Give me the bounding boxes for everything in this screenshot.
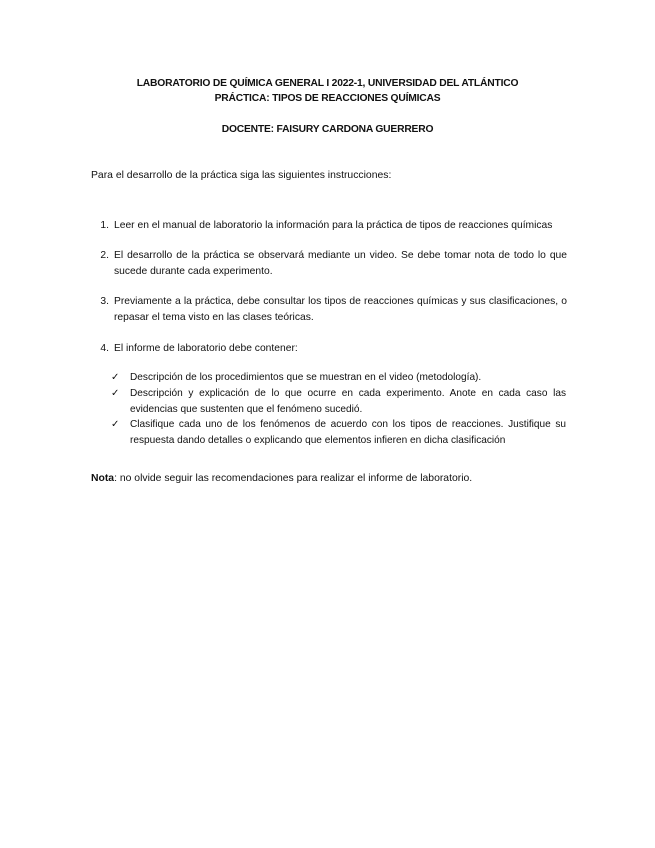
instruction-text: Previamente a la práctica, debe consultar los tipos de reacciones químicas y sus clasificaciones, o repasar el tema visto en las clases teóricas. (114, 296, 567, 323)
instruction-number: 2. (100, 250, 109, 261)
checkmark-icon: ✓ (111, 372, 120, 383)
checkmark-icon: ✓ (111, 419, 120, 430)
intro-paragraph: Para el desarrollo de la práctica siga las siguientes instrucciones: (91, 170, 392, 181)
instructor-name: DOCENTE: FAISURY CARDONA GUERRERO (221, 124, 434, 135)
instruction-text: Leer en el manual de laboratorio la información para la práctica de tipos de reacciones químicas (114, 220, 553, 231)
note-label: Nota (91, 473, 115, 484)
instruction-text: El desarrollo de la práctica se observará mediante un video. Se debe tomar nota de todo lo que sucede durante cada experimento. (114, 250, 567, 277)
instruction-number: 4. (100, 343, 109, 354)
header-subtitle: PRÁCTICA: TIPOS DE REACCIONES QUÍMICAS (214, 93, 441, 104)
note-text: : no olvide seguir las recomendaciones para realizar el informe de laboratorio. (114, 473, 473, 484)
checkmark-icon: ✓ (111, 388, 120, 399)
instruction-text: El informe de laboratorio debe contener: (114, 343, 298, 354)
report-item-text: Descripción de los procedimientos que se muestran en el video (metodología). (130, 372, 482, 383)
report-item-text: Clasifique cada uno de los fenómenos de acuerdo con los tipos de reacciones. Justifique su respuesta dando detalles o explicando que elementos infieren en dicha clasificación (130, 419, 566, 446)
note-paragraph (91, 473, 472, 484)
report-item-text: Descripción y explicación de lo que ocurre en cada experimento. Anote en cada caso las evidencias que sustenten que el fenómeno sucedió. (130, 388, 566, 415)
instruction-number: 1. (100, 220, 109, 231)
document-header (0, 76, 655, 106)
instruction-number: 3. (100, 296, 109, 307)
header-title: LABORATORIO DE QUÍMICA GENERAL I 2022-1, UNIVERSIDAD DEL ATLÁNTICO (136, 78, 519, 89)
